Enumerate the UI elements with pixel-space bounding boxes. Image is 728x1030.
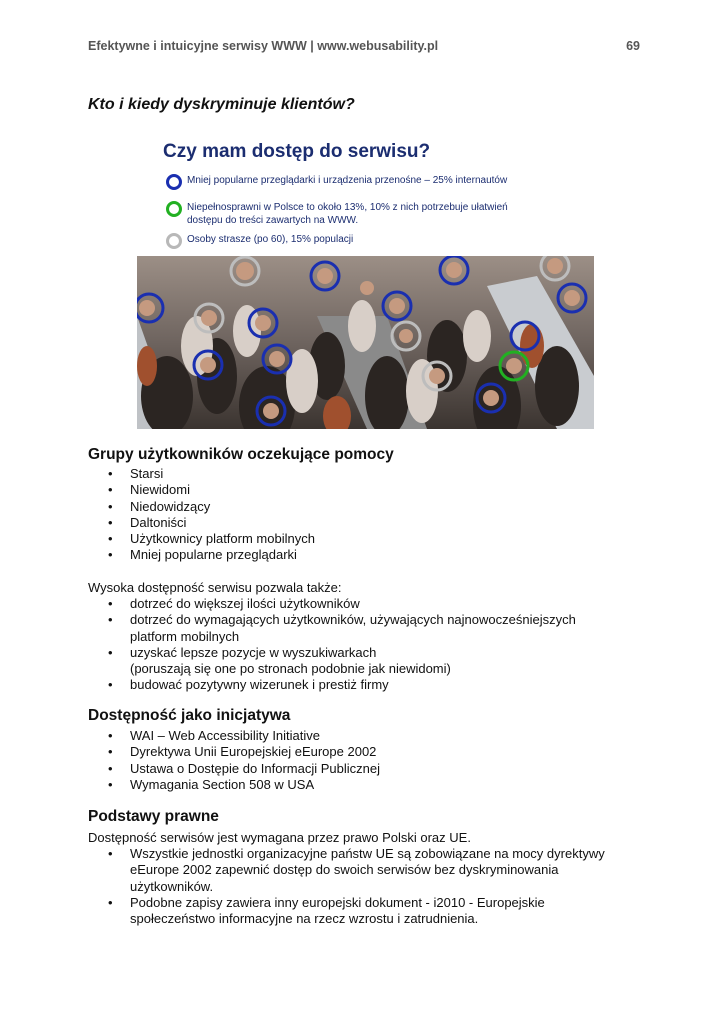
accessibility-figure xyxy=(135,133,594,429)
initiative-heading: Dostępność jako inicjatywa xyxy=(88,707,291,724)
list-item-line: platform mobilnych xyxy=(130,628,240,644)
list-item: • Daltoniści xyxy=(88,515,315,531)
list-item xyxy=(88,677,576,693)
initiative-list xyxy=(88,728,380,793)
list-item xyxy=(88,895,605,928)
crowd-photo xyxy=(137,256,594,429)
list-item-line: • dotrzeć do większej ilości użytkowników xyxy=(130,596,360,611)
list-item: • Niewidomi xyxy=(88,482,315,498)
legal-list xyxy=(88,846,605,927)
page-number: 69 xyxy=(626,39,640,53)
legal-heading: Podstawy prawne xyxy=(88,808,219,825)
groups-list xyxy=(88,466,315,564)
legend-line: Mniej popularne przeglądarki i urządzenia przenośne – 25% internautów xyxy=(187,175,508,186)
list-item: • WAI – Web Accessibility Initiative xyxy=(88,728,380,744)
list-item: • Ustawa o Dostępie do Informacji Publicznej xyxy=(88,761,380,777)
legend-item-disabled xyxy=(187,201,508,227)
list-item-line: • Podobne zapisy zawiera inny europejski dokument - i2010 - Europejskie xyxy=(130,894,545,910)
list-item-line: • Wszystkie jednostki organizacyjne państw UE są zobowiązane na mocy dyrektywy xyxy=(130,846,605,861)
page-header xyxy=(88,39,640,57)
legend-line: dostępu do treści zawartych na WWW. xyxy=(187,215,359,226)
list-item: • Mniej popularne przeglądarki xyxy=(88,547,315,563)
header-title: Efektywne i intuicyjne serwisy WWW | www.webusability.pl xyxy=(88,39,439,53)
list-item-line: • budować pozytywny wizerunek i prestiż firmy xyxy=(130,677,389,693)
legal-intro: Dostępność serwisów jest wymagana przez prawo Polski oraz UE. xyxy=(88,830,471,845)
benefits-list xyxy=(88,596,576,694)
list-item xyxy=(88,596,576,612)
benefits-intro: Wysoka dostępność serwisu pozwala także: xyxy=(88,580,342,595)
main-heading: Kto i kiedy dyskryminuje klientów? xyxy=(88,96,355,113)
blue-circle-icon xyxy=(166,174,182,190)
legend-line: Niepełnosprawni w Polsce to około 13%, 10% z nich potrzebuje ułatwień xyxy=(187,202,508,213)
list-item: • Niedowidzący xyxy=(88,499,315,515)
list-item-line: użytkowników. xyxy=(130,878,214,894)
list-item-line: • dotrzeć do wymagających użytkowników, używających najnowocześniejszych xyxy=(130,612,576,628)
list-item: • Dyrektywa Unii Europejskiej eEurope 2002 xyxy=(88,744,380,760)
crowd-photo-illustration xyxy=(137,256,594,429)
list-item-line: (poruszają się one po stronach podobnie jak niewidomi) xyxy=(130,661,451,677)
green-circle-icon xyxy=(166,201,182,217)
list-item xyxy=(88,846,605,895)
list-item xyxy=(88,645,576,678)
list-item: • Wymagania Section 508 w USA xyxy=(88,777,380,793)
legend-line: Osoby strasze (po 60), 15% populacji xyxy=(187,234,354,245)
list-item-line: eEurope 2002 zapewnić dostęp do swoich serwisów bez dyskryminowania xyxy=(130,862,559,878)
list-item: • Użytkownicy platform mobilnych xyxy=(88,531,315,547)
list-item-line: społeczeństwo informacyjne na rzecz wzrostu i zatrudnienia. xyxy=(130,911,479,927)
groups-heading: Grupy użytkowników oczekujące pomocy xyxy=(88,446,394,463)
gray-circle-icon xyxy=(166,233,182,249)
list-item-line: • uzyskać lepsze pozycje w wyszukiwarkach xyxy=(130,644,377,660)
legend-item-elderly xyxy=(187,233,353,246)
list-item: • Starsi xyxy=(88,466,315,482)
list-item xyxy=(88,612,576,645)
figure-title: Czy mam dostęp do serwisu? xyxy=(163,141,431,162)
legend-item-browsers xyxy=(187,174,507,187)
